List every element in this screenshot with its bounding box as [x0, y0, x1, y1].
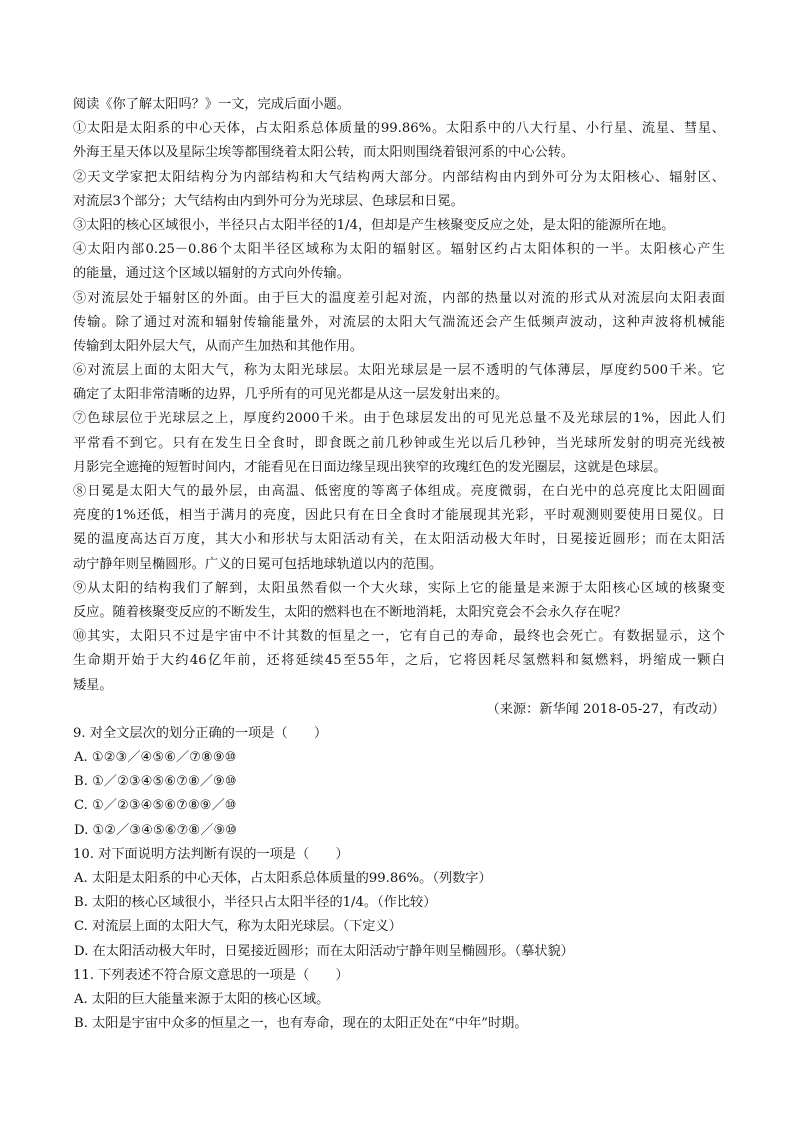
option-c: C. 对流层上面的太阳大气，称为太阳光球层。（下定义）	[74, 919, 402, 935]
question-9	[73, 722, 725, 843]
text-line: 反应。随着核聚变反应的不断发生，太阳的燃料也在不断地消耗，太阳究竟会不会永久存在呢？	[73, 604, 627, 620]
question-10	[73, 843, 725, 964]
text-line: 传输。除了通过对流和辐射传输能量外，对流层的太阳大气湍流还会产生低频声波动，这种声波将机械能	[73, 314, 725, 330]
paragraph-4	[73, 238, 725, 286]
text-line: ⑤对流层处于辐射区的外面。由于巨大的温度差引起对流，内部的热量以对流的形式从对流层向太阳表面	[73, 290, 725, 306]
option-c: C. ①／②③④⑤⑥⑦⑧⑨／⑩	[74, 798, 237, 814]
text-line: ⑦色球层位于光球层之上，厚度约2000千米。由于色球层发出的可见光总量不及光球层的1%，因此人们	[73, 411, 725, 427]
text-line: ⑨从太阳的结构我们了解到，太阳虽然看似一个大火球，实际上它的能量是来源于太阳核心区域的核聚变	[73, 580, 725, 596]
paragraph-9	[73, 577, 725, 625]
question-11	[73, 964, 725, 1037]
text-line: ⑩其实，太阳只不过是宇宙中不计其数的恒星之一，它有自己的寿命，最终也会死亡。有数据显示，这个	[73, 629, 725, 645]
text-line: 平常看不到它。只有在发生日全食时，即食既之前几秒钟或生光以后几秒钟，当光球所发射的明亮光线被	[73, 435, 725, 451]
question-stem: 9. 对全文层次的划分正确的一项是（ ）	[73, 725, 328, 741]
text-line: 动宁静年则呈椭圆形。广义的日冕可包括地球轨道以内的范围。	[73, 556, 443, 572]
paragraph-8	[73, 480, 725, 577]
text-line: 亮度的1%还低，相当于满月的亮度，因此只有在日全食时才能展现其光彩，平时观测则要使用日冕仪。日	[73, 508, 725, 524]
text-line: 确定了太阳非常清晰的边界，几乎所有的可见光都是从这一层发射出来的。	[73, 387, 509, 403]
text-line: ⑧日冕是太阳大气的最外层，由高温、低密度的等离子体组成。亮度微弱，在白光中的总亮度比太阳圆面	[73, 484, 725, 499]
paragraph-7	[73, 407, 725, 480]
text-line: 生命期开始于大约46亿年前，还将延续45至55年，之后，它将因耗尽氢燃料和氦燃料，坍缩成一颗白	[73, 653, 725, 669]
text-line: 外海王星天体以及星际尘埃等都围绕着太阳公转，而太阳则围绕着银河系的中心公转。	[73, 145, 575, 161]
question-stem: 11. 下列表述不符合原文意思的一项是（ ）	[73, 967, 349, 983]
option-a: A. ①②③／④⑤⑥／⑦⑧⑨⑩	[74, 750, 237, 766]
text-line: ②天文学家把太阳结构分为内部结构和大气结构两大部分。内部结构由内到外可分为太阳核心、辐射区、	[73, 169, 725, 185]
text-line: 传输到太阳外层大气，从而产生加热和其他作用。	[73, 338, 364, 354]
text-line: 的能量，通过这个区域以辐射的方式向外传输。	[73, 266, 350, 282]
option-d: D. 在太阳活动极大年时，日冕接近圆形；而在太阳活动宁静年则呈椭圆形。（摹状貌）	[74, 943, 574, 959]
option-b: B. ①／②③④⑤⑥⑦⑧／⑨⑩	[74, 774, 237, 790]
paragraph-1	[73, 117, 725, 165]
option-a: A. 太阳的巨大能量来源于太阳的核心区域。	[74, 991, 330, 1007]
document-content	[73, 93, 725, 1036]
paragraph-6	[73, 359, 725, 407]
text-line: ⑥对流层上面的太阳大气，称为太阳光球层。太阳光球层是一层不透明的气体薄层，厚度约500千米。它	[73, 363, 725, 379]
question-stem: 10. 对下面说明方法判断有误的一项是（ ）	[73, 846, 349, 862]
option-b: B. 太阳是宇宙中众多的恒星之一，也有寿命，现在的太阳正处在“中年”时期。	[74, 1016, 528, 1032]
text-line: ①太阳是太阳系的中心天体，占太阳系总体质量的99.86%。太阳系中的八大行星、小行星、流星、彗星、	[73, 121, 725, 137]
option-b: B. 太阳的核心区域很小，半径只占太阳半径的1/4。（作比较）	[74, 895, 437, 911]
intro-line: 阅读《你了解太阳吗？》一文，完成后面小题。	[73, 97, 350, 112]
paragraph-10	[73, 625, 725, 698]
paragraph-2	[73, 166, 725, 214]
option-a: A. 太阳是太阳系的中心天体，占太阳系总体质量的99.86%。（列数字）	[74, 871, 492, 886]
paragraph-5	[73, 287, 725, 360]
text-line: 月影完全遮掩的短暂时间内，才能看见在日面边缘呈现出狭窄的玫瑰红色的发光圈层，这就是色球层。	[73, 459, 667, 475]
text-line: ③太阳的核心区域很小，半径只占太阳半径的1/4，但却是产生核聚变反应之处，是太阳的能源所在地。	[73, 217, 675, 233]
source-citation: （来源：新华闻 2018-05-27，有改动）	[486, 701, 725, 717]
text-line: ④太阳内部0.25－0.86个太阳半径区域称为太阳的辐射区。辐射区约占太阳体积的一半。太阳核心产生	[73, 242, 725, 258]
paragraph-3	[73, 214, 725, 238]
text-line: 对流层3个部分；大气结构由内到外可分为光球层、色球层和日冕。	[73, 193, 464, 209]
text-line: 矮星。	[73, 677, 113, 693]
text-line: 冕的温度高达百万度，其大小和形状与太阳活动有关，在太阳活动极大年时，日冕接近圆形；而在太阳活	[73, 532, 725, 548]
option-d: D. ①②／③④⑤⑥⑦⑧／⑨⑩	[74, 822, 238, 838]
